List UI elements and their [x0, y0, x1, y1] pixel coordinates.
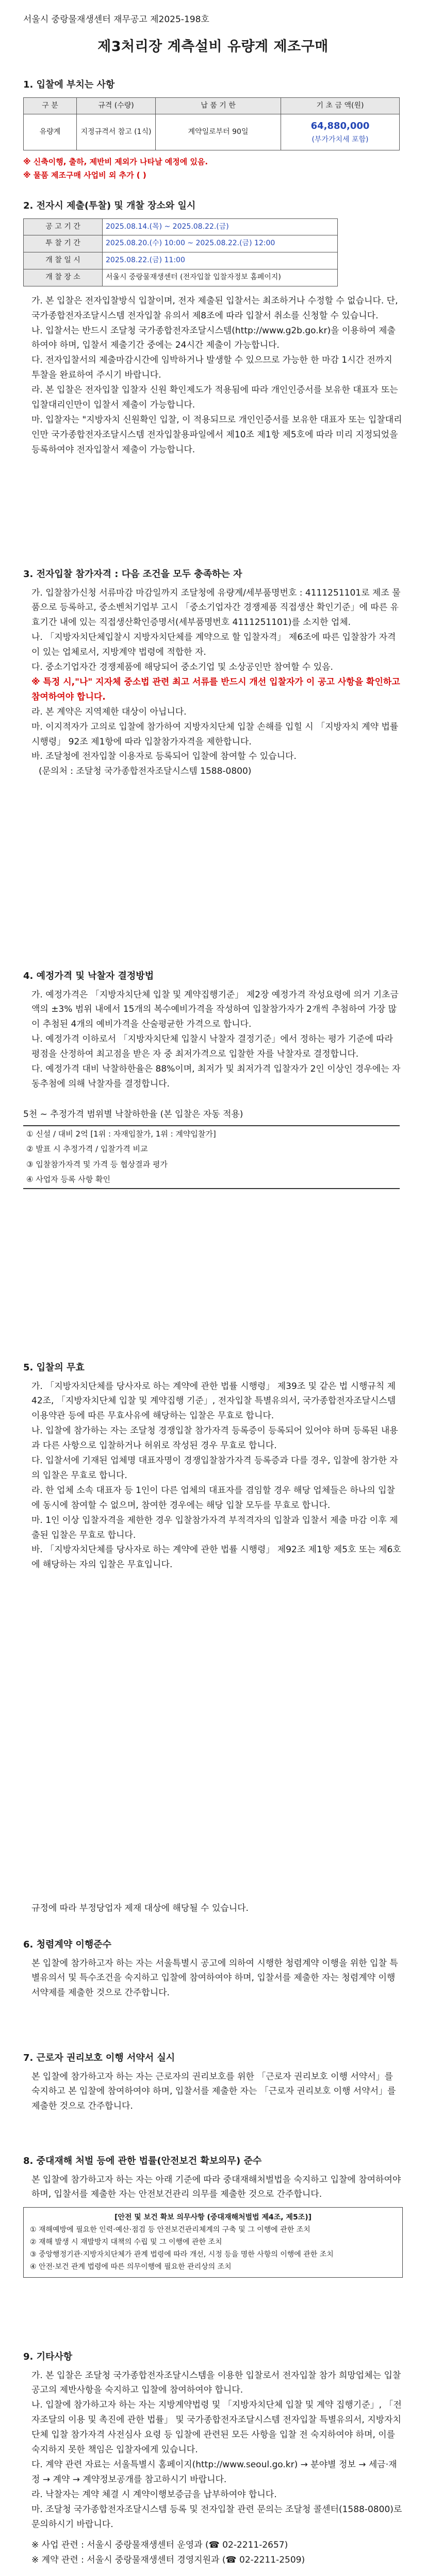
section-1	[23, 77, 403, 182]
section-heading: 1. 입찰에 부치는 사항	[23, 79, 115, 90]
paragraph: 바. 「지방자치단체를 당사자로 하는 계약에 관한 법률 시행령」 제92조 제1항 제5호 또는 제6호에 해당하는 자의 입찰은 무효입니다.	[31, 1545, 401, 1570]
note-text: ※ 신축이행, 출하, 제반비 제외가 나타날 예정에 있음.	[23, 157, 208, 167]
paragraph: 가. 「지방자치단체를 당사자로 하는 계약에 관한 법률 시행령」 제39조 및 같은 법 시행규칙 제42조, 「지방자치단체 입찰 및 계약집행 기준」, 전자입찰 특별유의서, 국가종합전자조달시스템 이용약관 등에 따른 무효사유에 해당하는 입찰은 무효로 합니다.	[31, 1381, 396, 1421]
paragraph: 다. 예정가격 대비 낙찰하한율은 88%이며, 최저가 및 최저가격 입찰자가 2인 이상인 경우에는 자동추첨에 의해 낙찰자를 결정합니다.	[31, 1064, 401, 1089]
list-item: ① 신설 / 대비 2억 [1위 : 자재입찰가, 1위 : 계약입찰가]	[26, 1129, 216, 1139]
paragraph: 마. 1인 이상 입찰자격을 제한한 경우 입찰참가자격 부적격자의 입찰과 입찰서 제출 마감 이후 제출된 입찰은 무효로 합니다.	[31, 1515, 398, 1540]
paragraph: 나. 입찰서는 반드시 조달청 국가종합전자조달시스템(http://www.g2b.go.kr)을 이용하여 제출하여야 하며, 입찰서 제출기간 중에는 24시간 제출이 가능합니다.	[31, 325, 396, 351]
paragraph-list	[23, 294, 403, 457]
notice-number: 서울시 중랑물재생센터 재무공고 제2025-198호	[23, 14, 209, 25]
paragraph: 다. 계약 관련 자료는 서울특별시 홈페이지(http://www.seoul.go.kr) → 분야별 정보 → 세금·재정 → 계약 → 계약정보공개를 참고하시기 바랍니다.	[31, 2459, 397, 2485]
vat-note: (부가가치세 포함)	[312, 135, 369, 144]
paragraph: 라. 낙찰자는 계약 체결 시 계약이행보증금을 납부하여야 합니다.	[31, 2489, 277, 2500]
note-text: ※ 물품 제조구매 사업비 외 추가 ( )	[23, 170, 146, 180]
paragraph: 나. 「지방자치단체입찰시 지방자치단체를 계약으로 할 입찰자격」 제6조에 따른 입찰참가 자격이 있는 업체로서, 지방계약 법령에 적합한 자.	[31, 632, 396, 658]
paragraph: 다. 중소기업자간 경쟁제품에 해당되어 중소기업 및 소상공인만 참여할 수 있음.	[31, 662, 333, 673]
paragraph: 본 입찰에 참가하고자 하는 자는 서울특별시 공고에 의하여 시행한 청렴계약 이행을 위한 입찰 특별유의서 및 특수조건을 숙지하고 입찰에 참여하여야 하며, 입찰서를 제출한 자는 청렴계약 이행 서약제를 제출한 것으로 간주합니다.	[31, 1958, 398, 1998]
paragraph: 본 입찰에 참가하고자 하는 자는 근로자의 권리보호를 위한 「근로자 권리보호 이행 서약서」를 숙지하고 본 입찰에 참여하여야 하며, 입찰서를 제출한 자는 「근로자 권리보호 이행 서약서」를 제출한 것으로 간주합니다.	[31, 2071, 396, 2112]
schedule-table	[23, 218, 338, 286]
section-5-tail	[23, 1901, 403, 1916]
paragraph-list	[23, 988, 403, 1092]
table-cell: 유량계	[24, 114, 77, 150]
paragraph: 다. 전자입찰서의 제출마감시간에 임박하거나 발생할 수 있으므로 가능한 한 마감 1시간 전까지 투찰을 완료하여 주시기 바랍니다.	[31, 355, 392, 381]
section-6	[23, 1937, 403, 2001]
table-header: 규격 (수량)	[77, 97, 156, 114]
paragraph: 나. 예정가격 이하로서 「지방자치단체 입찰시 낙찰자 결정기준」에서 정하는 평가 기준에 따라 평점을 산정하여 최고점을 받은 자 중 최저가격으로 입찰한 자를 낙찰자로 결정합니다.	[31, 1034, 394, 1060]
paragraph: 가. 본 입찰은 조달청 국가종합전자조달시스템을 이용한 입찰로서 전자입찰 참가 희망업체는 입찰공고의 제반사항을 숙지하고 입찰에 참여하여야 합니다.	[31, 2370, 401, 2396]
list-item: ② 발표 시 추정가격 / 입찰가격 비교	[26, 1144, 148, 1154]
section-heading: 3. 전자입찰 참가자격 : 다음 조건을 모두 충족하는 자	[23, 569, 242, 580]
section-heading: 4. 예정가격 및 낙찰자 결정방법	[23, 971, 154, 981]
paragraph: 라. 본 계약은 지역제한 대상이 아닙니다.	[31, 706, 187, 717]
paragraph: 나. 입찰에 참가하는 자는 조달청 경쟁입찰 참가자격 등록증이 등록되어 있어야 하며 등록된 내용과 다른 사항으로 입찰하거나 허위로 작성된 경우 무효로 합니다.	[31, 1426, 398, 1451]
contact-line: ※ 사업 관련 : 서울시 중랑물재생센터 운영과 (☎ 02-2211-2657)	[31, 2540, 288, 2551]
section-2	[23, 198, 403, 457]
section-heading: 5. 입찰의 무효	[23, 1362, 85, 1373]
section-5	[23, 1360, 403, 1572]
paragraph: 마. 조달청 국가종합전자조달시스템 등록 및 전자입찰 관련 문의는 조달청 콜센터(1588-0800)로 문의하시기 바랍니다.	[31, 2504, 402, 2530]
paragraph: 가. 예정가격은 「지방자치단체 입찰 및 계약집행기준」 제2장 예정가격 작성요령에 의거 기초금액의 ±3% 범위 내에서 15개의 복수예비가격을 작성하여 입찰참가자가 2개씩 추첨하여 가장 많이 추첨된 4개의 예비가격을 산술평균한 가격으로 합니다.	[31, 989, 399, 1030]
paragraph: ※ 특정 시,"나" 지자체 중소법 관련 최고 서류를 반드시 개선 입찰자가 이 공고 사항을 확인하고 참여하여야 합니다.	[31, 676, 400, 702]
table-note: 5천 ~ 추정가격 범위별 낙찰하한율 (본 입찰은 자동 적용)	[23, 1109, 243, 1120]
paragraph: 본 입찰에 참가하고자 하는 자는 아래 기준에 따라 중대재해처벌법을 숙지하고 입찰에 참여하여야 하며, 입찰서를 제출한 자는 안전보건관리 의무를 제출한 것으로 간주합니다.	[31, 2174, 401, 2200]
base-amount-cell	[281, 114, 400, 150]
paragraph: (문의처 : 조달청 국가종합전자조달시스템 1588-0800)	[39, 766, 252, 777]
document-title: 제3처리장 계측설비 유량계 제조구매	[97, 39, 329, 55]
section-heading: 7. 근로자 권리보호 이행 서약서 실시	[23, 2053, 175, 2063]
table-header: 구 분	[24, 97, 77, 114]
list-item: ② 재해 발생 시 재발방지 대책의 수립 및 그 이행에 관한 조치	[30, 2238, 222, 2246]
table-cell: 지정규격서 참고 (1식)	[77, 114, 156, 150]
section-9	[23, 2349, 403, 2568]
paragraph-list	[23, 586, 403, 779]
paragraph: 가. 본 입찰은 전자입찰방식 입찰이며, 전자 제출된 입찰서는 최조하거나 수정할 수 없습니다. 단, 국가종합전자조달시스템 전자입찰 유의서 제8조에 따라 입찰서 취소를 신청할 수 있습니다.	[31, 295, 398, 321]
paragraph: 라. 한 업체 소속 대표자 등 1인이 다른 업체의 대표자를 겸임할 경우 해당 업체들은 하나의 입찰에 동시에 참여할 수 없으며, 참여한 경우에는 해당 입찰 모두를 무효로 합니다.	[31, 1485, 395, 1511]
table-header: 개 찰 일 시	[24, 252, 103, 269]
list-item: ④ 사업자 등록 사항 확인	[26, 1175, 110, 1184]
table-header: 개 찰 장 소	[24, 269, 103, 286]
contact-line: ※ 계약 관련 : 서울시 중랑물재생센터 경영지원과 (☎ 02-2211-2509)	[31, 2555, 305, 2566]
table-header: 기 초 금 액(원)	[281, 97, 400, 114]
list-item: ③ 중앙행정기관·지방자치단체가 관계 법령에 따라 개선, 시정 등을 명한 사항의 이행에 관한 조치	[30, 2250, 334, 2259]
paragraph: 가. 입찰참가신청 서류마감 마감일까지 조달청에 유량계/세부품명번호 : 4111251101로 제조 물품으로 등록하고, 중소벤처기업부 고시 「중소기업자간 경쟁제품 직접생산 확인기준」에 따른 유효기간 내에 있는 직접생산확인증명서(세부품명번호 4111251101)를 소지한 업체.	[31, 587, 401, 628]
section-8	[23, 2154, 403, 2278]
box-title: [안전 및 보건 확보 의무사항 (중대재해처벌법 제4조, 제5조)]	[114, 2213, 312, 2222]
table-cell: 2025.08.14.(목) ~ 2025.08.22.(금)	[103, 218, 338, 235]
base-amount: 64,880,000	[310, 120, 370, 131]
section-heading: 9. 기타사항	[23, 2351, 73, 2362]
table-cell: 2025.08.20.(수) 10:00 ~ 2025.08.22.(금) 12:00	[103, 235, 338, 252]
section-4	[23, 969, 403, 1189]
paragraph: 라. 본 입찰은 전자입찰 입찰자 신원 확인제도가 적용됨에 따라 개인인증서를 보유한 대표자 또는 입찰대리인만이 입찰서 제출이 가능합니다.	[31, 385, 398, 411]
list-item: ④ 안전·보건 관계 법령에 따른 의무이행에 필요한 관리상의 조치	[30, 2262, 232, 2271]
section-heading: 6. 청렴계약 이행준수	[23, 1939, 111, 1950]
table-cell: 2025.08.22.(금) 11:00	[103, 252, 338, 269]
paragraph: 마. 입찰자는 "지방자치 신원확인 입찰, 이 적용되므로 개인인증서를 보유한 대표자 또는 입찰대리인만 국가종합전자조달시스템 전자입찰용파일에서 제10조 제1항 제5호에 따라 미리 지정되었을 등록하여야 전자입찰서 제출이 가능합니다.	[31, 414, 402, 455]
obligations-box	[23, 2207, 403, 2278]
paragraph: 규정에 따라 부정당업자 제재 대상에 해당될 수 있습니다.	[31, 1903, 249, 1913]
table-header: 공 고 기 간	[24, 218, 103, 235]
paragraph: 바. 조달청에 전자입찰 이용자로 등록되어 입찰에 참여할 수 있습니다.	[31, 751, 297, 762]
paragraph-list	[23, 2368, 403, 2532]
paragraph: 다. 입찰서에 기재된 업체명 대표자명이 경쟁입찰참가자격 등록증과 다를 경우, 입찰에 참가한 자의 입찰은 무효로 합니다.	[31, 1455, 398, 1481]
paragraph: 마. 이지적자가 고의로 입찰에 참가하여 지방자치단체 입찰 손해를 입힐 시 「지방자치 계약 법률 시행령」 92조 제1항에 따라 입찰참가자격을 제한합니다.	[31, 721, 399, 747]
contacts	[23, 2538, 403, 2568]
list-item: ① 재해예방에 필요한 인력·예산·점검 등 안전보건관리체계의 구축 및 그 이행에 관한 조치	[30, 2226, 310, 2234]
section-heading: 8. 중대재해 처벌 등에 관한 법률(안전보건 확보의무) 준수	[23, 2156, 262, 2166]
bid-item-table	[23, 97, 400, 151]
paragraph: 나. 입찰에 참가하고자 하는 자는 지방계약법령 및 「지방자치단체 입찰 및 계약 집행기준」, 「전자조달의 이용 및 촉진에 관한 법률」 및 국가종합전자조달시스템 전자입찰 특별유의서, 지방자치단체 입찰 참가자격 사전심사 요령 등 입찰에 관련된 모든 사항을 입찰 전 숙지하여야 하며, 이를 숙지하지 못한 책임은 입찰자에게 있습니다.	[31, 2400, 402, 2455]
table-cell: 계약일로부터 90일	[156, 114, 281, 150]
criteria-list	[23, 1125, 400, 1189]
table-header: 납 품 기 한	[156, 97, 281, 114]
section-heading: 2. 전자시 제출(투찰) 및 개찰 장소와 일시	[23, 200, 196, 211]
list-item: ③ 입찰참가자격 및 가격 등 협상결과 평가	[26, 1159, 168, 1169]
section-7	[23, 2050, 403, 2114]
section-3	[23, 567, 403, 779]
table-cell: 서울시 중랑물재생센터 (전자입찰 입찰자정보 홈페이지)	[103, 269, 338, 286]
table-header: 투 찰 기 간	[24, 235, 103, 252]
paragraph-list	[23, 1379, 403, 1573]
